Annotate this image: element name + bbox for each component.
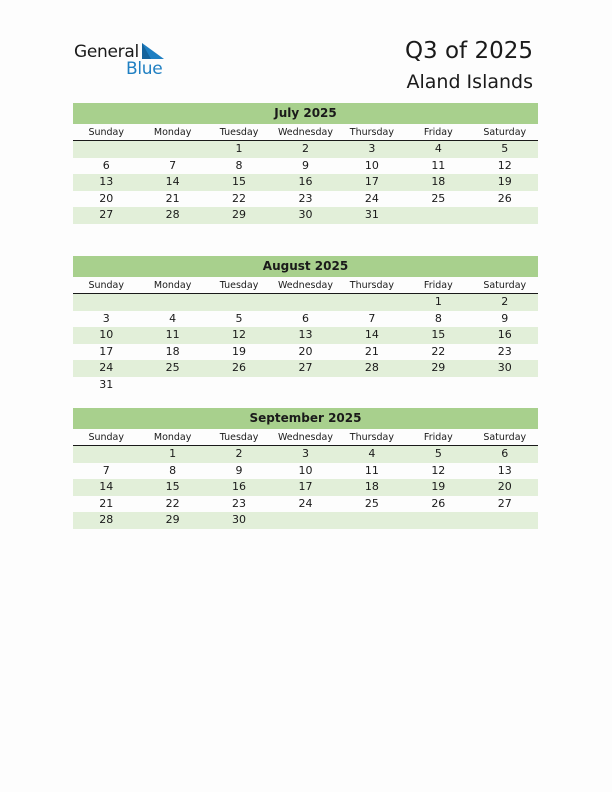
day-cell: 10 [99,328,114,341]
day-cell: 4 [169,311,177,325]
day-cell: 22 [431,344,446,358]
day-cell: 3 [301,447,309,460]
week-row [73,294,538,311]
day-cell: 26 [497,191,512,205]
week-row [73,377,538,394]
weekday-label: Thursday [349,432,394,443]
week-row [73,311,538,328]
day-cell: 15 [232,175,247,188]
weekday-label: Thursday [349,280,394,291]
day-cell: 22 [165,496,180,510]
day-cell: 8 [235,158,243,172]
day-cell: 5 [434,447,442,460]
weekday-label: Wednesday [277,127,333,138]
day-cell: 2 [235,447,243,460]
week-row [73,327,538,344]
day-cell: 18 [165,344,180,358]
day-cell: 14 [364,328,379,341]
day-cell: 30 [497,361,512,374]
weekday-label: Sunday [88,280,124,291]
day-cell: 2 [501,295,509,308]
logo-triangle-icon [142,43,164,59]
day-cell: 23 [497,344,512,358]
day-cell: 12 [232,328,247,341]
day-cell: 10 [298,463,313,477]
day-cell [405,377,471,394]
day-cell: 14 [165,175,180,188]
day-cell: 11 [431,158,446,172]
day-cell: 16 [497,328,512,341]
day-cell [472,512,538,529]
weekday-label: Monday [153,432,192,443]
day-cell: 18 [431,175,446,188]
week-row [73,207,538,224]
logo [74,42,174,82]
day-cell: 23 [232,496,247,510]
day-cell: 4 [434,142,442,155]
weekday-label: Saturday [483,432,527,443]
day-cell: 1 [169,447,177,460]
day-cell: 5 [235,311,243,325]
day-cell: 16 [232,480,247,493]
day-cell: 8 [434,311,442,325]
day-cell: 20 [99,191,114,205]
weekday-label: Monday [153,127,192,138]
weekday-label: Friday [423,127,453,138]
day-cell: 21 [99,496,114,510]
weekday-header-row [73,124,538,141]
day-cell: 5 [501,142,509,155]
weekday-label: Monday [153,280,192,291]
weekday-label: Tuesday [219,280,259,291]
day-cell [472,377,538,394]
day-cell [339,512,405,529]
day-cell: 3 [102,311,110,325]
day-cell: 9 [501,311,509,325]
day-cell: 8 [169,463,177,477]
day-cell: 23 [298,191,313,205]
day-cell [405,207,471,224]
day-cell: 15 [165,480,180,493]
logo-word-general: General [74,42,139,62]
week-row [73,360,538,377]
day-cell [272,377,338,394]
day-cell: 17 [298,480,313,493]
week-row [73,463,538,480]
day-cell [272,294,338,311]
day-cell: 19 [232,344,247,358]
page-subtitle: Aland Islands [406,71,533,93]
day-cell: 12 [431,463,446,477]
day-cell: 9 [235,463,243,477]
month-calendar-august [73,256,538,393]
day-cell: 21 [364,344,379,358]
day-cell: 28 [165,208,180,221]
day-cell: 6 [102,158,110,172]
week-row [73,158,538,175]
weekday-label: Saturday [483,280,527,291]
day-cell [272,512,338,529]
day-cell [405,512,471,529]
weekday-label: Wednesday [277,280,333,291]
day-cell: 14 [99,480,114,493]
day-cell: 11 [364,463,379,477]
week-row [73,496,538,513]
week-row [73,512,538,529]
day-cell [73,141,139,158]
day-cell: 21 [165,191,180,205]
day-cell [339,294,405,311]
day-cell: 18 [364,480,379,493]
day-cell: 31 [364,208,379,221]
day-cell: 13 [99,175,114,188]
day-cell: 19 [431,480,446,493]
week-row [73,141,538,158]
day-cell [139,294,205,311]
day-cell: 29 [431,361,446,374]
weekday-label: Friday [423,432,453,443]
day-cell: 28 [99,513,114,526]
day-cell [206,377,272,394]
day-cell: 4 [368,447,376,460]
day-cell: 28 [364,361,379,374]
month-title: September 2025 [73,408,538,429]
day-cell: 13 [298,328,313,341]
page-title: Q3 of 2025 [404,38,533,64]
day-cell [339,377,405,394]
logo-word-blue: Blue [126,59,163,79]
weekday-header-row [73,429,538,446]
weekday-label: Wednesday [277,432,333,443]
day-cell: 7 [102,463,110,477]
day-cell: 9 [301,158,309,172]
weekday-label: Tuesday [219,127,259,138]
day-cell: 25 [165,361,180,374]
day-cell: 3 [368,142,376,155]
day-cell: 24 [298,496,313,510]
weekday-label: Sunday [88,127,124,138]
day-cell: 24 [99,361,114,374]
day-cell: 1 [235,142,243,155]
day-cell: 26 [431,496,446,510]
day-cell: 22 [232,191,247,205]
day-cell: 6 [501,447,509,460]
day-cell [73,294,139,311]
weekday-header-row [73,277,538,294]
weekday-label: Friday [423,280,453,291]
day-cell: 1 [434,295,442,308]
day-cell: 20 [298,344,313,358]
month-calendar-july [73,103,538,224]
day-cell: 25 [364,496,379,510]
day-cell: 7 [169,158,177,172]
day-cell: 25 [431,191,446,205]
day-cell: 2 [301,142,309,155]
day-cell: 27 [99,208,114,221]
day-cell [139,141,205,158]
weekday-label: Sunday [88,432,124,443]
week-row [73,344,538,361]
weekday-label: Saturday [483,127,527,138]
day-cell: 31 [99,377,114,391]
day-cell: 29 [232,208,247,221]
week-row [73,174,538,191]
weekday-label: Thursday [349,127,394,138]
day-cell: 29 [165,513,180,526]
week-row [73,479,538,496]
week-row [73,446,538,463]
day-cell: 11 [165,328,180,341]
day-cell [139,377,205,394]
weekday-label: Tuesday [219,432,259,443]
day-cell: 16 [298,175,313,188]
day-cell: 12 [497,158,512,172]
day-cell: 15 [431,328,446,341]
day-cell: 13 [497,463,512,477]
day-cell: 24 [364,191,379,205]
day-cell: 19 [497,175,512,188]
day-cell [73,446,139,463]
day-cell: 27 [497,496,512,510]
month-calendar-september [73,408,538,529]
month-title: July 2025 [73,103,538,124]
day-cell [206,294,272,311]
week-row [73,191,538,208]
day-cell: 27 [298,361,313,374]
day-cell: 7 [368,311,376,325]
month-title: August 2025 [73,256,538,277]
day-cell: 17 [364,175,379,188]
day-cell: 17 [99,344,114,358]
day-cell [472,207,538,224]
day-cell: 30 [232,513,247,526]
day-cell: 30 [298,208,313,221]
day-cell: 10 [364,158,379,172]
day-cell: 20 [497,480,512,493]
day-cell: 26 [232,361,247,374]
day-cell: 6 [301,311,309,325]
